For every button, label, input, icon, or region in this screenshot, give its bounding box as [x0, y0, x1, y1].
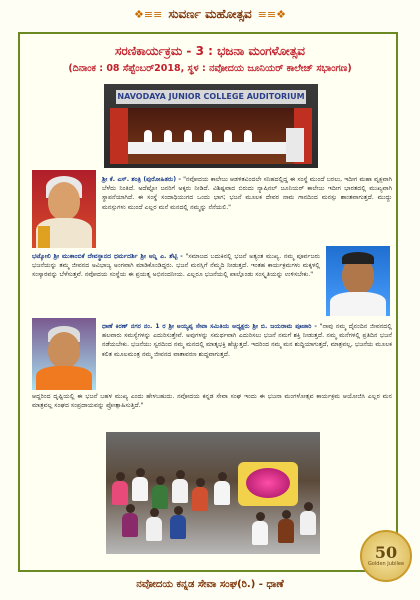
speaker-2-name: ಭಟ್ಕೋಲಿ ಶ್ರೀ ಮುಕಾಂಬಿಕೆ ದೇವಸ್ಥಾನದ ಧರ್ಮದರ್ಶಿ ಶ್ರೀ ಆನ್ನಿ ಎ. ಶೆಟ್ಟಿ -: [32, 253, 183, 260]
page-footer: ನವೋದಯ ಕನ್ನಡ ಸೇವಾ ಸಂಘ(ರಿ.) - ಧಾಣೆ: [136, 579, 284, 590]
speaker-2-paragraph: [32, 252, 320, 280]
page-title: ಸುವರ್ಣ ಮಹೋತ್ಸವ: [168, 6, 252, 21]
event-subtitle: (ದಿನಾಂಕ : 08 ಸೆಪ್ಟೆಂಬರ್2018, ಸ್ಥಳ : ನವೋದಯ ಜೂನಿಯರ್ ಕಾಲೇಜ್ ಸಭಾಂಗಣ): [68, 63, 352, 74]
procession-photo: [106, 432, 320, 554]
curtain-left: [110, 108, 128, 164]
page-header: [0, 0, 420, 28]
auditorium-sign: NAVODAYA JUNIOR COLLEGE AUDITORIUM: [116, 90, 306, 104]
golden-jubilee-seal: [360, 530, 412, 582]
header-right-ornament: ≡≡❖: [257, 7, 286, 21]
speaker-1-paragraph: [102, 175, 392, 212]
seal-text: Golden Jubilee: [367, 561, 405, 567]
speaker-3-quote: "ನಾವು ನಮ್ಮ ದೈನಂದಿನ ಜೀವನದಲ್ಲಿ ಹಲವಾರು ಸಮಸ್ಯೆಗಳನ್ನು ಎದುರಿಸುತ್ತೇವೆ. ಅವುಗಳನ್ನು ಸಮರ್ಥವಾಗಿ ಎದುರಿಸಲು ಭಜನೆ ನಮಗೆ ಶಕ್ತಿ ನೀಡುತ್ತದೆ. ನಮ್ಮ ಮನೆಗಳಲ್ಲಿ ಪ್ರತಿದಿನ ಭಜನೆ ನಡೆಯಬೇಕು. ಭಜನೆಯು ಸ್ವರದಿಂದ ನಮ್ಮ ಮನದಲ್ಲಿ ಮಾತೃಭಕ್ತಿ ಹೆಚ್ಚುತ್ತದೆ. ಇದರಿಂದ ನಮ್ಮ ಮನ ಶುದ್ಧಿಯಾಗುತ್ತದೆ, ಮಾತ್ರವಲ್ಲ, ಭಜನೆಯ ಮೂಲಕ ಕಲಿತ ಮೂಲಮಂತ್ರ ನಮ್ಮ ಜೀವನದ ವಾತಾವರಣ ಶುದ್ಧವಾಗುತ್ತದೆ.: [102, 323, 392, 358]
speaker-1-photo: [32, 170, 96, 248]
speaker-2-quote: "ಸಮಾಜದ ಬದುಕಿನಲ್ಲಿ ಭಜನೆ ಅತ್ಯಂತ ಮುಖ್ಯ. ನಮ್ಮ ಪೂರ್ವಜರು ಭಜನೆಯನ್ನು ತಮ್ಮ ಜೀವನದ ಅವಿಭಾಜ್ಯ ಅಂಗವಾಗಿ ಮಾಡಿಕೊಂಡಿದ್ದರು. ಭಜನೆ ಮನಸ್ಸಿಗೆ ನೆಮ್ಮದಿ ನೀಡುತ್ತದೆ. ಇಂತಹ ಕಾರ್ಯಕ್ರಮಗಳು ಮಕ್ಕಳಲ್ಲಿ ಸಂಸ್ಕಾರವನ್ನು ಬೆಳೆಸುತ್ತವೆ. ನವೋದಯ ಸಂಸ್ಥೆಯ ಈ ಪ್ರಯತ್ನ ಅಭಿನಂದನೀಯ. ಎಲ್ಲರೂ ಭಜನೆಯಲ್ಲಿ ಪಾಲ್ಗೊಂಡು ಸಂಸ್ಕೃತಿಯನ್ನು ಉಳಿಸಬೇಕು.": [32, 253, 321, 279]
speaker-1-quote: "ನವೋದಯ ಕಾಲೇಜು ಆಡಳಿತವಿಂದಲೇ ಸನಿಹದಲ್ಲಿದ್ದ ಈ ಸಂಸ್ಥೆ ಮುಂದೆ ಬರಲು, ಇದೀಗ ಮಹಾ ವೃಕ್ಷವಾಗಿ ಬೆಳೆದು ನಿಂತಿದೆ. ಅದೆಷ್ಟೋ ಜನರಿಗೆ ಅಕ್ಕರು ನೀಡಿದೆ. ವಿಶಿಷ್ಟವಾದ ಬಿರುದು ನ್ಯಾಷಿನಲ್ ಜೂನಿಯರ್ ಕಾಲೇಜು ಇದೀಗ ಭಾರತದಲ್ಲಿ ಮುಖ್ಯವಾಗಿ ಸ್ಥಾಪನೆಯಾಗಿದೆ. ಈ ಸಂಸ್ಥೆ ಸಂದಾಧಿಯುಗದ ಒಂದು ಭಾಗ; ಭಜನೆ ಮೂಲಕ ದೇವರ ನಾಮ ಗಾನದಿಂದ ಮನಸ್ಸು ಶಾಂತವಾಗುತ್ತದೆ. ಮುದ್ದು ಮನಸ್ಸುಗಳು ಮುಂದೆ ಎಲ್ಲರ ಮನೆ ಮನದಲ್ಲಿ ನಮ್ಮನ್ನು ನೆನೆಯಲಿ.": [102, 176, 392, 211]
speaker-2-photo: [326, 246, 390, 316]
auditorium-photo: [104, 84, 318, 168]
speaker-1-name: ಶ್ರೀ ಕೆ. ಎಸ್. ಶಂತ್ರಿ (ಪುರೋಹಿತರು) -: [102, 176, 181, 183]
speaker-3-photo: [32, 318, 96, 390]
seal-number: 50: [374, 543, 398, 562]
flower-decoration: [246, 468, 290, 498]
speaker-3-paragraph-continued: ಆದ್ದರಿಂದ ದೃಷ್ಟಿಯಲ್ಲಿ ಈ ಭಜನೆ ಬಹಳ ಮುಖ್ಯ ಎಂದು ಹೇಳಬಹುದು. ನವೋದಯ ಕನ್ನಡ ಸೇವಾ ಸಂಘ ಇಂದು ಈ ಭಜನಾ ಮಂಗಳೋತ್ಸವ ಕಾರ್ಯಕ್ರಮ ಆಯೋಜಿಸಿ ಎಲ್ಲರ ಮನ ಮಾತ್ರವಲ್ಲ ಸಂಘದ ಸಂಪ್ರದಾಯವನ್ನು ಪ್ರೋತ್ಸಾಹಿಸುತ್ತಿದೆ.": [32, 393, 392, 410]
event-title: ಸರಣಿಕಾರ್ಯಕ್ರಮ - 3 : ಭಜನಾ ಮಂಗಳೋತ್ಸವ: [115, 44, 305, 58]
speaker-3-name: ಧಾಣೆ ಕಿರಣ್ ನಗರ ನಂ. 1 ರ ಶ್ರೀ ಅಯ್ಯಪ್ಪ ಸೇವಾ ಸಮಿತಿಯ ಅಧ್ಯಕ್ಷರು ಶ್ರೀ ಬಿ. ಜಯರಾಮ ಪೂಜಾರಿ -: [102, 323, 317, 330]
speaker-3-paragraph: [102, 322, 392, 359]
podium: [286, 128, 304, 162]
header-left-ornament: ❖≡≡: [134, 7, 163, 21]
stage-table: [128, 142, 294, 154]
